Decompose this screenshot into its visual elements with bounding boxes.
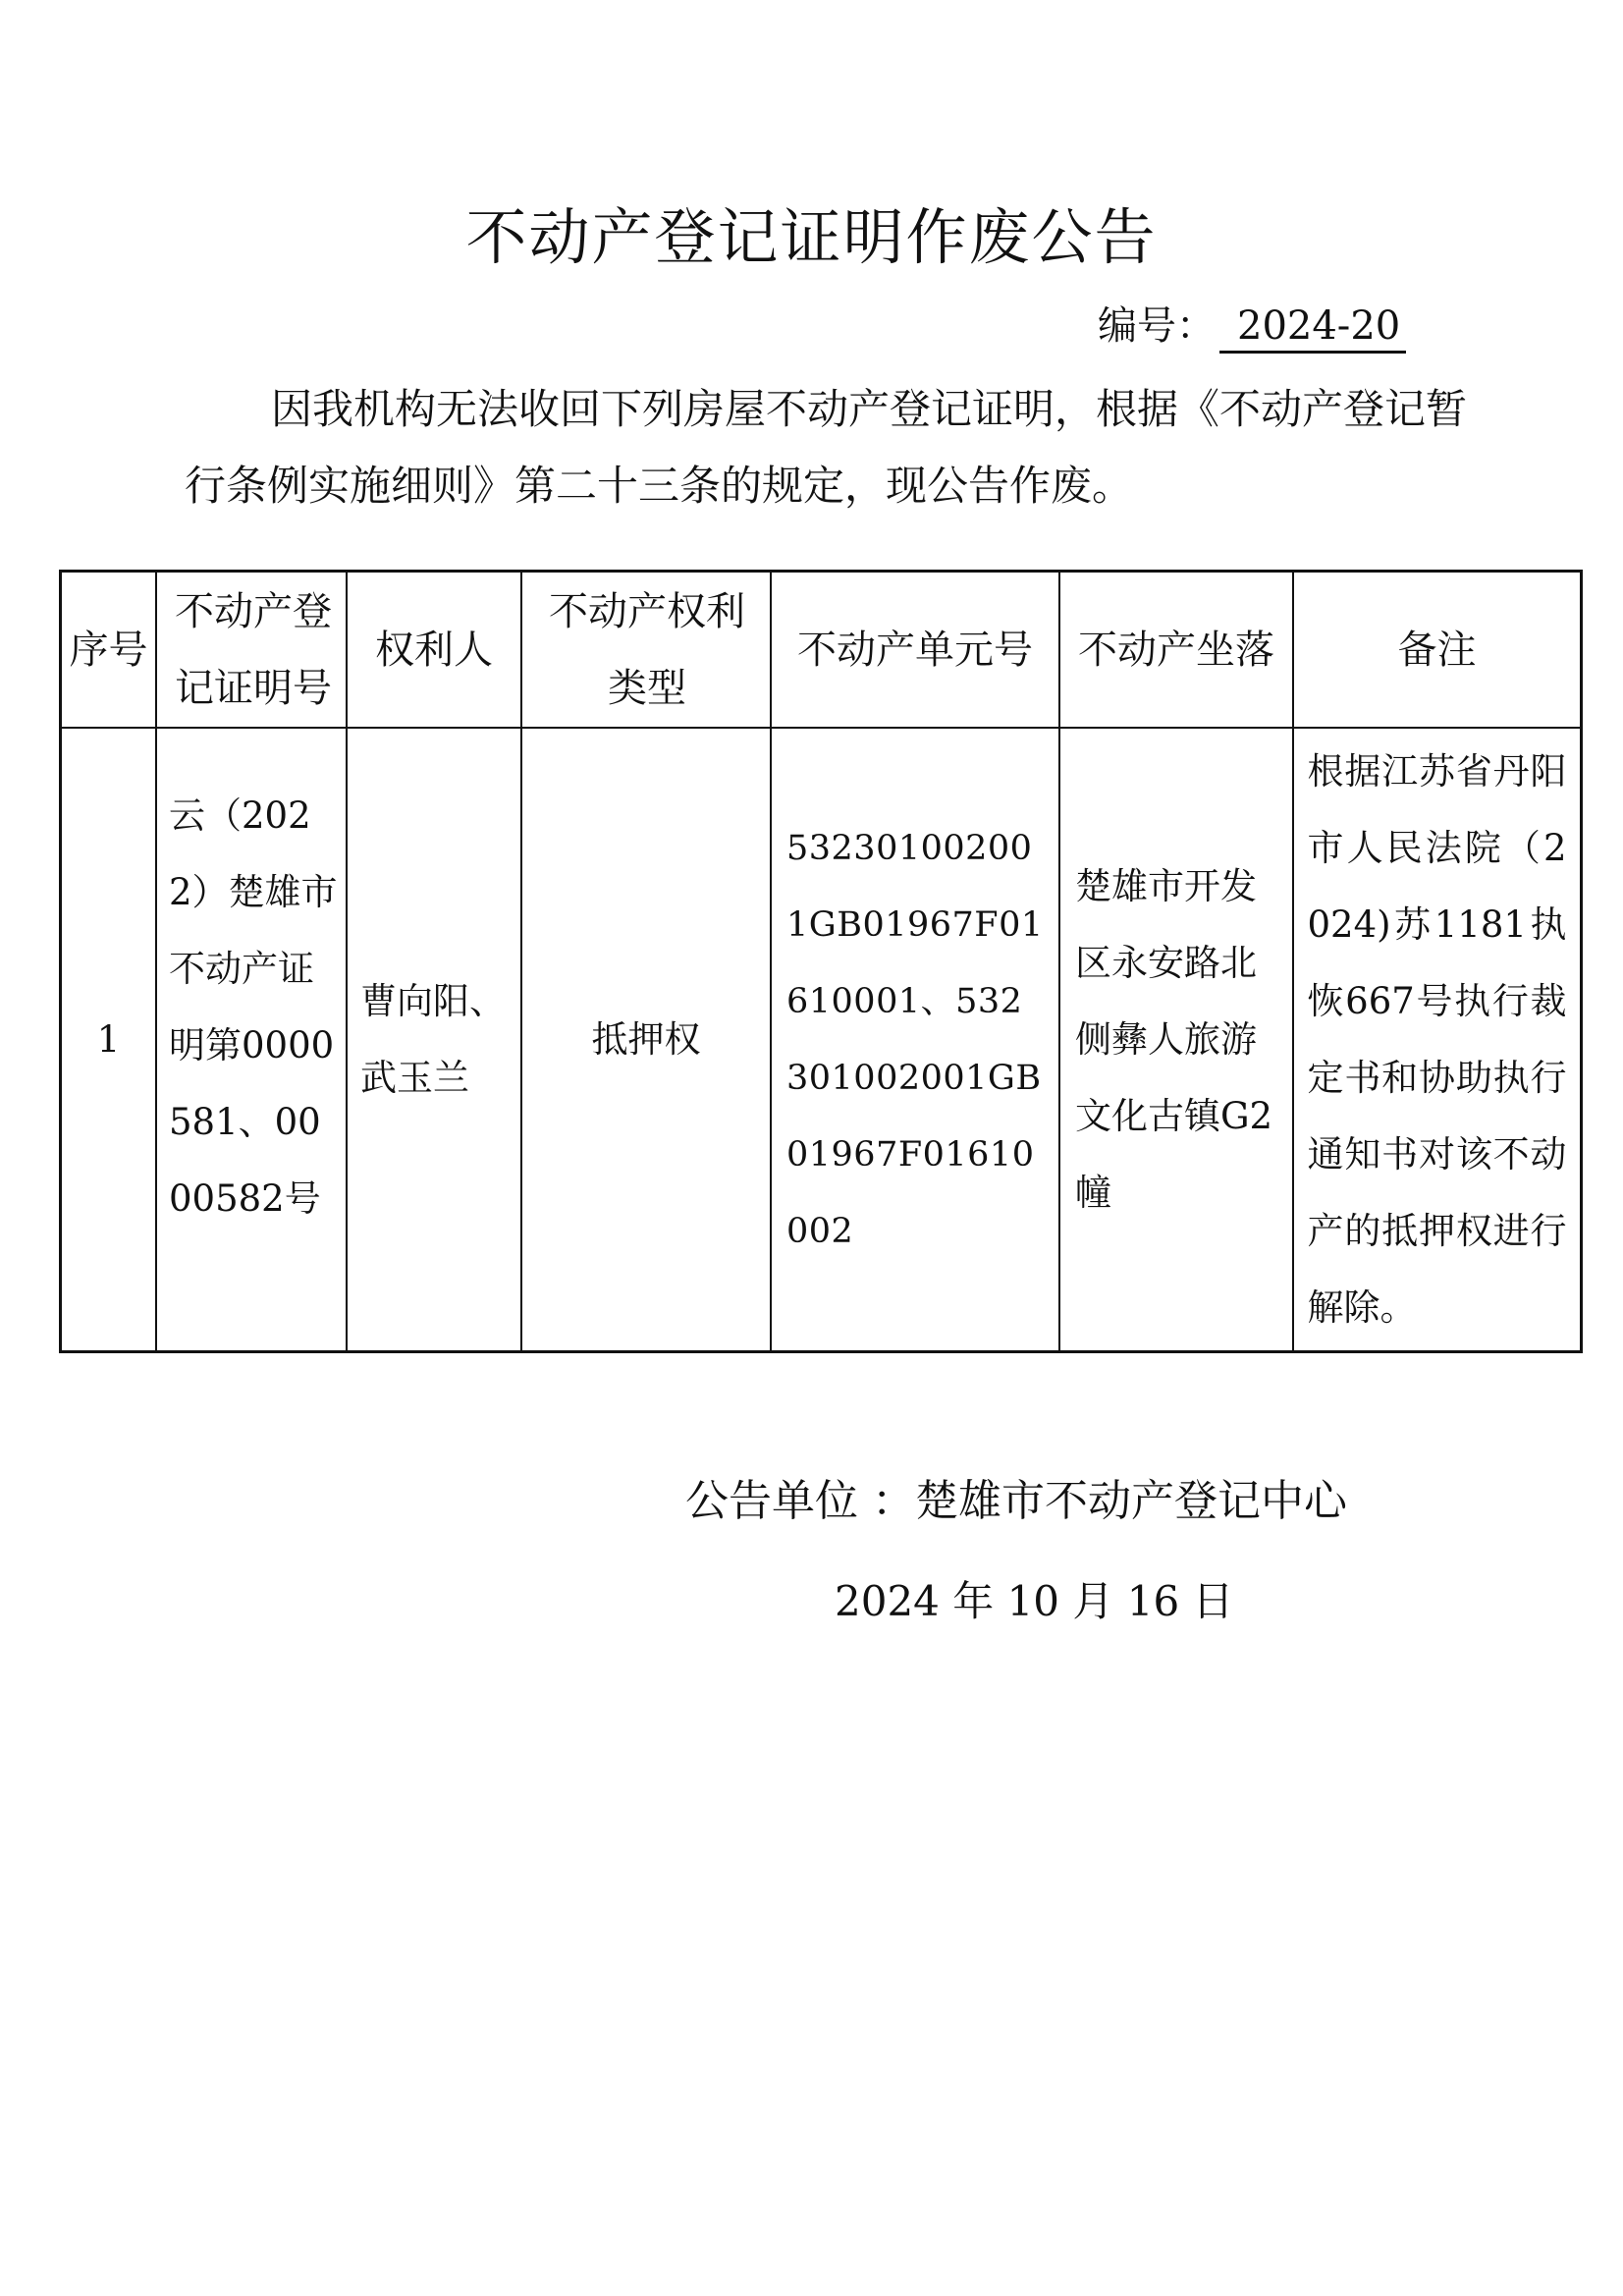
row-unit-no [772,729,1058,1350]
row-location [1060,729,1292,1350]
header-location: 不动产坐落 [1078,627,1274,673]
row-remark [1294,729,1580,1350]
row-location-text: 楚雄市开发区永安路北侧彝人旅游文化古镇G2幢 [1075,864,1273,1214]
header-seq: 序号 [69,627,148,673]
row-holder-text: 曹向阳、武玉兰 [360,979,506,1099]
row-remark-text: 根据江苏省丹阳市人民法院（2024)苏1181执恢667号执行裁定书和协助执行通知书对该不动产的抵押权进行解除。 [1307,749,1567,1329]
row-cert-no: 云（2022）楚雄市不动产证明第0000581、0000582号 [169,794,338,1220]
page-title: 不动产登记证明作废公告 [465,201,1158,273]
row-holder [348,729,520,1350]
header-holder: 权利人 [375,627,493,673]
header-remark: 备注 [1397,627,1477,673]
issue-date: 2024 年 10 月 16 日 [835,1577,1234,1625]
header-unit-no: 不动产单元号 [797,627,1033,673]
intro-paragraph: 因我机构无法收回下列房屋不动产登记证明，根据《不动产登记暂行条例实施细则》第二十三条的规定，现公告作废。 [185,385,1468,510]
row-right-type: 抵押权 [591,1017,701,1061]
document-number-label: 编号： [1098,303,1216,349]
issuing-unit: 公告单位 ：楚雄市不动产登记中心 [685,1476,1347,1526]
document-number-value: 2024-20 [1219,303,1406,354]
row-unit-no-text: 532301002001GB01967F01610001、532301002001GB01967F01610002 [786,828,1044,1251]
header-right-type: 不动产权利类型 [549,588,745,711]
header-cert-no: 不动产登记证明号 [175,588,332,711]
document-number [1098,295,1406,354]
row-seq: 1 [96,1017,121,1061]
void-certificate-table [59,570,1583,1353]
